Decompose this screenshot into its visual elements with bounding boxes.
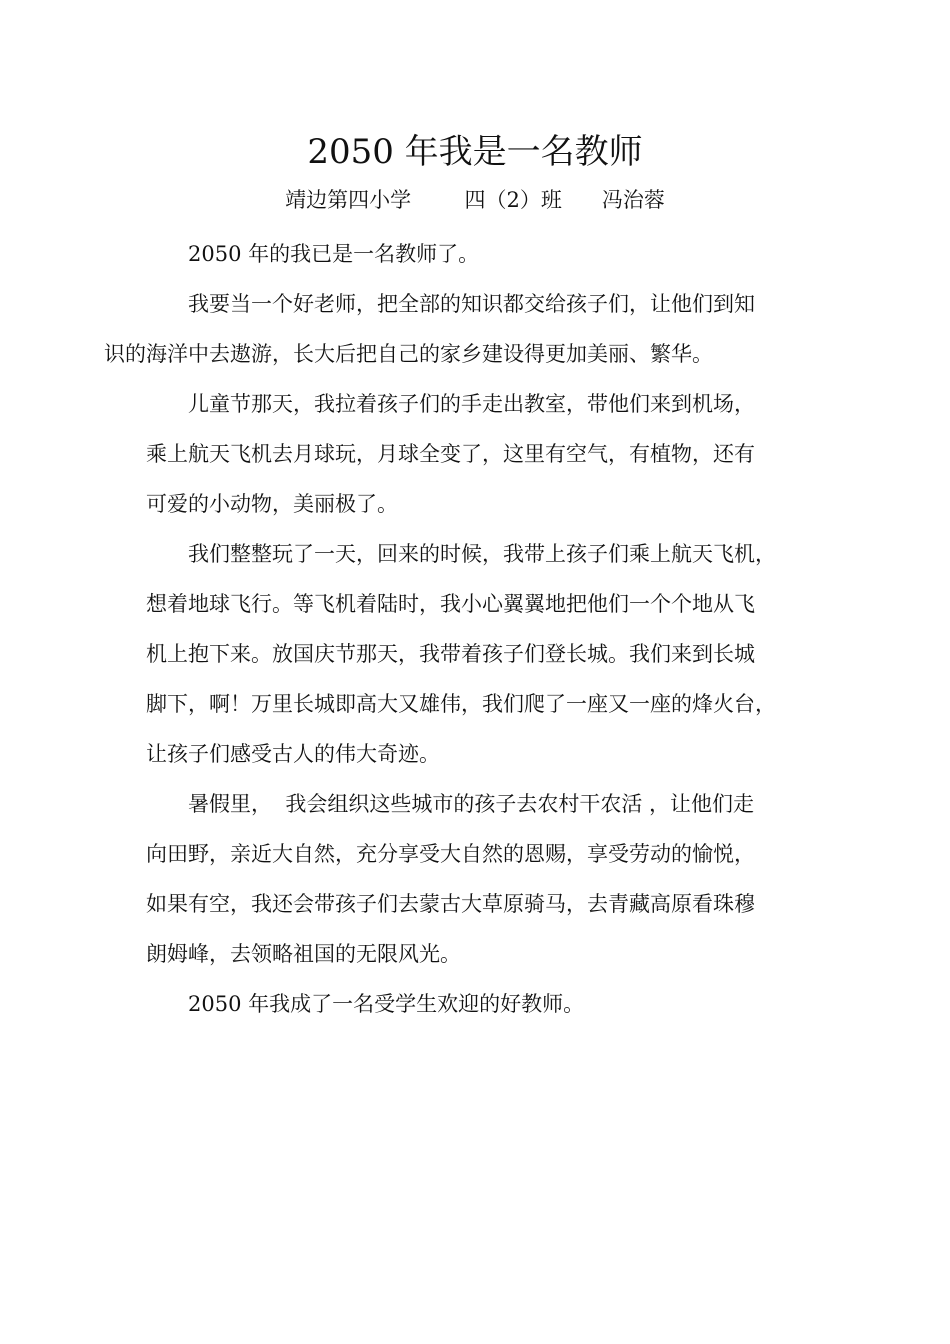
- paragraph-line: 2050 年我成了一名受学生欢迎的好教师。: [188, 992, 585, 1016]
- paragraph-2: [104, 279, 836, 379]
- document-body: [104, 229, 836, 1029]
- paragraph-6: [146, 979, 836, 1029]
- paragraph-line: 2050 年的我已是一名教师了。: [188, 242, 480, 266]
- paragraph-line: 暑假里， 我会组织这些城市的孩子去农村干农活 ，让他们走: [188, 792, 755, 816]
- paragraph-line: 我要当一个好老师，把全部的知识都交给孩子们，让他们到知: [188, 292, 755, 316]
- paragraph-line: 我们整整玩了一天，回来的时候，我带上孩子们乘上航天飞机，: [188, 542, 776, 566]
- paragraph-line: 机上抱下来。放国庆节那天，我带着孩子们登长城。我们来到长城: [146, 642, 755, 666]
- paragraph-line: 乘上航天飞机去月球玩，月球全变了，这里有空气，有植物，还有: [146, 442, 755, 466]
- paragraph-4: [146, 529, 836, 779]
- document-title: 2050 年我是一名教师: [307, 132, 643, 172]
- paragraph-line: 想着地球飞行。等飞机着陆时，我小心翼翼地把他们一个个地从飞: [146, 592, 755, 616]
- paragraph-line: 朗姆峰，去领略祖国的无限风光。: [146, 942, 461, 966]
- paragraph-line: 如果有空，我还会带孩子们去蒙古大草原骑马，去青藏高原看珠穆: [146, 892, 755, 916]
- paragraph-1: [146, 229, 836, 279]
- paragraph-line: 可爱的小动物，美丽极了。: [146, 492, 398, 516]
- paragraph-5: [146, 779, 836, 979]
- paragraph-3: [146, 379, 836, 529]
- paragraph-line: 儿童节那天，我拉着孩子们的手走出教室，带他们来到机场，: [188, 392, 755, 416]
- paragraph-line: 向田野，亲近大自然，充分享受大自然的恩赐，享受劳动的愉悦，: [146, 842, 755, 866]
- author-byline: 靖边第四小学 四（2）班 冯治蓉: [285, 188, 665, 212]
- paragraph-line: 脚下，啊！万里长城即高大又雄伟，我们爬了一座又一座的烽火台，: [146, 692, 776, 716]
- paragraph-line: 识的海洋中去遨游，长大后把自己的家乡建设得更加美丽、繁华。: [104, 342, 713, 366]
- paragraph-line: 让孩子们感受古人的伟大奇迹。: [146, 742, 440, 766]
